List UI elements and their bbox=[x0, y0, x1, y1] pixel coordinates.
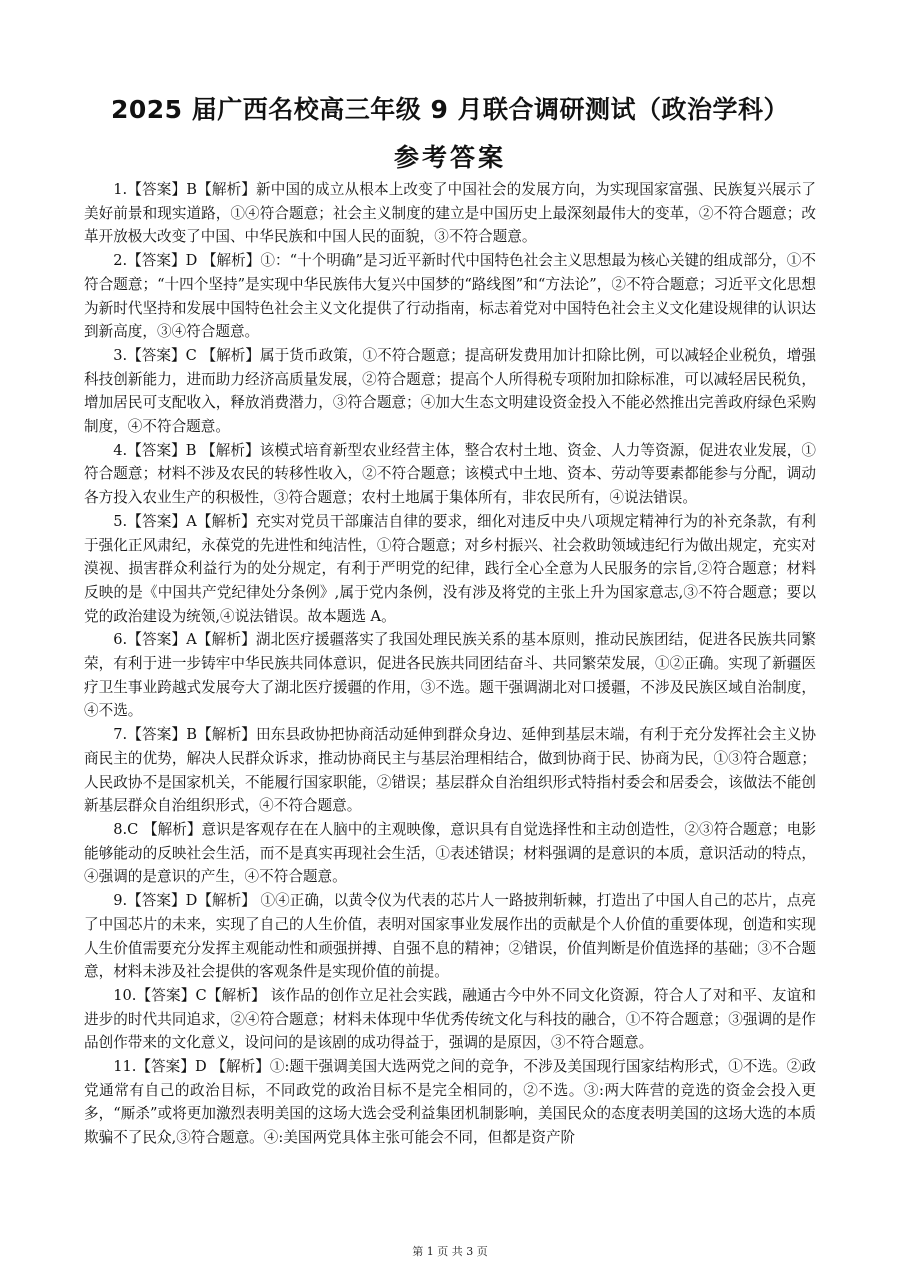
answer-item-8: 8.C 【解析】意识是客观存在在人脑中的主观映像，意识具有自觉选择性和主动创造性，②③符合题意；电影能够能动的反映社会生活，而不是真实再现社会生活，①表述错误；材料强调的是意识的本质，意识活动的特点，④强调的是意识的产生，④不符合题意。 bbox=[84, 820, 816, 886]
answer-item-10: 10.【答案】C【解析】 该作品的创作立足社会实践，融通古今中外不同文化资源，符合人了对和平、友谊和进步的时代共同追求，②④符合题意；材料未体现中华优秀传统文化与科技的融合，①不符合题意；③强调的是作品创作带来的文化意义，设问问的是该剧的成功得益于，强调的是原因，③不符合题意。 bbox=[84, 986, 816, 1052]
answer-item-11: 11.【答案】D 【解析】①:题干强调美国大选两党之间的竞争，不涉及美国现行国家结构形式，①不选。②政党通常有自己的政治目标，不同政党的政治目标不是完全相同的，②不选。③:两大阵营的竞选的资金会投入更多，“厮杀”或将更加激烈表明美国的这场大选会受利益集团机制影响，美国民众的态度表明美国的这场大选的本质欺骗不了民众,③符合题意。④:美国两党具体主张可能会不同，但都是资产阶 bbox=[84, 1058, 816, 1147]
answer-item-9: 9.【答案】D【解析】 ①④正确，以黄令仪为代表的芯片人一路披荆斩棘，打造出了中国人自己的芯片，点亮了中国芯片的未来，实现了自己的人生价值，表明对国家事业发展作出的贡献是个人价值的重要体现，创造和实现人生价值需要充分发挥主观能动性和顽强拼搏、自强不息的精神；②错误，价值判断是价值选择的基础；③不合题意，材料未涉及社会提供的客观条件是实现价值的前提。 bbox=[84, 892, 816, 981]
answer-item-3: 3.【答案】C 【解析】属于货币政策，①不符合题意；提高研发费用加计扣除比例，可以减轻企业税负，增强科技创新能力，进而助力经济高质量发展，②符合题意；提高个人所得税专项附加扣除标准，可以减轻居民税负，增加居民可支配收入，释放消费潜力，③符合题意；④加大生态文明建设资金投入不能必然推出完善政府绿色采购制度，④不符合题意。 bbox=[84, 346, 816, 436]
answer-item-4: 4.【答案】B 【解析】该模式培育新型农业经营主体，整合农村土地、资金、人力等资源，促进农业发展，①符合题意；材料不涉及农民的转移性收入，②不符合题意；该模式中土地、资本、劳动等要素都能参与分配，调动各方投入农业生产的积极性，③符合题意；农村土地属于集体所有，非农民所有，④说法错误。 bbox=[84, 441, 816, 507]
page-footer: 第 1 页 共 3 页 bbox=[412, 1245, 488, 1258]
answer-item-7: 7.【答案】B【解析】田东县政协把协商活动延伸到群众身边、延伸到基层末端，有利于充分发挥社会主义协商民主的优势，解决人民群众诉求，推动协商民主与基层治理相结合，做到协商于民、协商为民，①③符合题意；人民政协不是国家机关，不能履行国家职能，②错误；基层群众自治组织形式特指村委会和居委会，该做法不能创新基层群众自治组织形式，④不符合题意。 bbox=[84, 726, 816, 815]
answer-item-1: 1.【答案】B【解析】新中国的成立从根本上改变了中国社会的发展方向，为实现国家富强、民族复兴展示了美好前景和现实道路，①④符合题意；社会主义制度的建立是中国历史上最深刻最伟大的变革，②不符合题意；改革开放极大改变了中国、中华民族和中国人民的面貌，③不符合题意。 bbox=[84, 181, 816, 246]
answer-list bbox=[84, 178, 816, 1150]
answer-item-2: 2.【答案】D 【解析】①：“十个明确”是习近平新时代中国特色社会主义思想最为核心关键的组成部分，①不符合题意；“十四个坚持”是实现中华民族伟大复兴中国梦的“路线图”和“方法论”，②不符合题意；习近平文化思想为新时代坚持和发展中国特色社会主义文化提供了行动指南，标志着党对中国特色社会主义文化建设规律的认识达到新高度，③④符合题意。 bbox=[84, 252, 816, 341]
answer-item-5: 5.【答案】A【解析】充实对党员干部廉洁自律的要求，细化对违反中央八项规定精神行为的补充条款，有利于强化正风肃纪，永葆党的先进性和纯洁性，①符合题意；对乡村振兴、社会救助领域违纪行为做出规定，充实对漠视、损害群众利益行为的处分规定，有利于严明党的纪律，践行全心全意为人民服务的宗旨,②符合题意；材料反映的是《中国共产党纪律处分条例》,属于党内条例，没有涉及将党的主张上升为国家意志,③不符合题意；要以党的政治建设为统领,④说法错误。故本题选 A。 bbox=[84, 512, 816, 625]
page-subtitle: 参考答案 bbox=[393, 143, 506, 172]
answer-item-6: 6.【答案】A【解析】湖北医疗援疆落实了我国处理民族关系的基本原则，推动民族团结，促进各民族共同繁荣，有利于进一步铸牢中华民族共同体意识，促进各民族共同团结奋斗、共同繁荣发展，①②正确。实现了新疆医疗卫生事业跨越式发展夸大了湖北医疗援疆的作用，③不选。题干强调湖北对口援疆，不涉及民族区域自治制度，④不选。 bbox=[84, 631, 816, 720]
page-title: 2025 届广西名校高三年级 9 月联合调研测试（政治学科） bbox=[110, 95, 790, 124]
